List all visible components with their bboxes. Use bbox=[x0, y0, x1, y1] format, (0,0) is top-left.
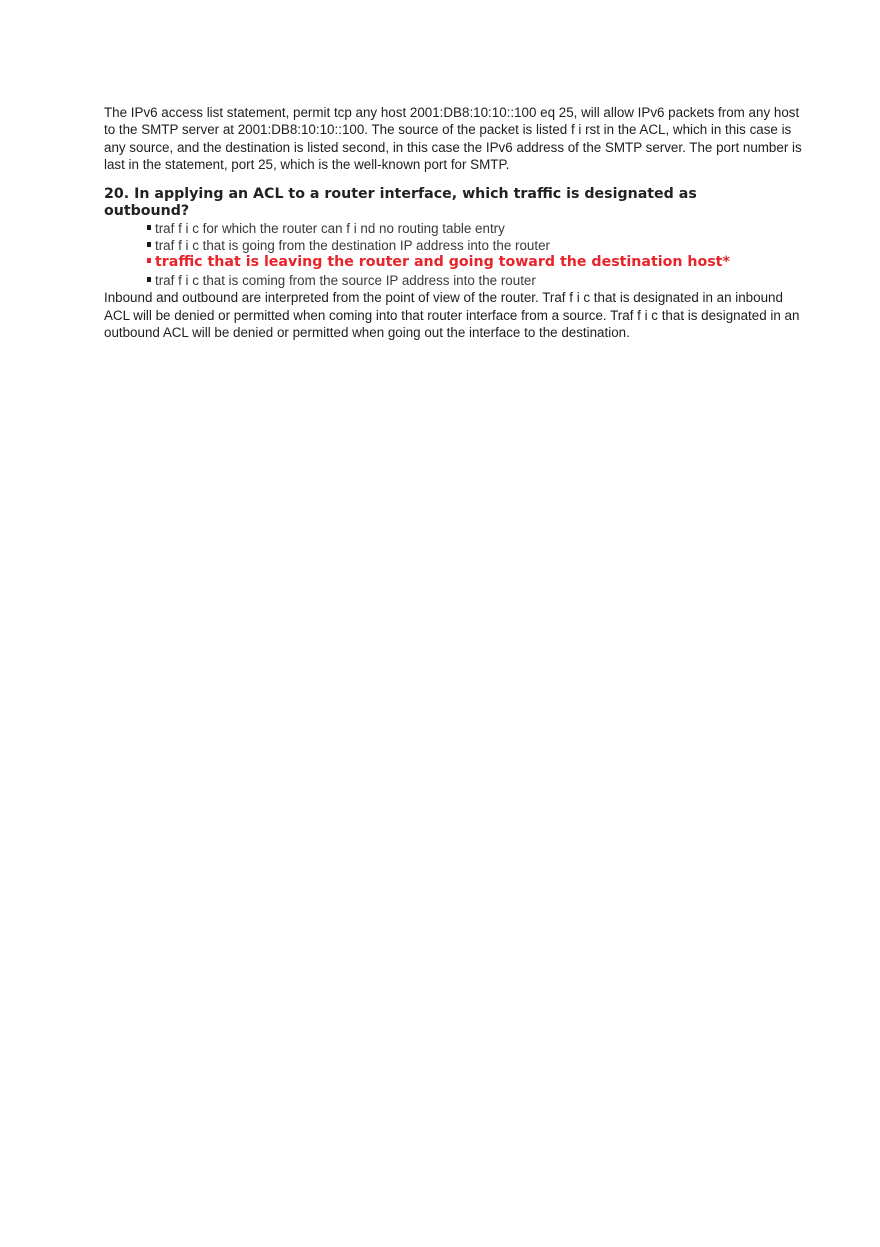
answer-option bbox=[147, 272, 804, 289]
answer-option-text: traf f i c for which the router can f i nd no routing table entry bbox=[155, 220, 505, 236]
question-explanation: Inbound and outbound are interpreted from the point of view of the router. Traf f i c that is designated in an inbound ACL will be denied or permitted when coming into that router interface from a source. Traf f i c that is designated in an outbound ACL will be denied or permitted when going out the interface to the destination. bbox=[104, 290, 800, 341]
answer-options-list bbox=[104, 220, 804, 290]
square-bullet-icon bbox=[147, 277, 151, 282]
previous-answer-explanation: The IPv6 access list statement, permit tcp any host 2001:DB8:10:10::100 eq 25, will allow IPv6 packets from any host to the SMTP server at 2001:DB8:10:10::100. The source of the packet is listed f i rst in the ACL, which in this case is any source, and the destination is listed second, in this case the IPv6 address of the SMTP server. The port number is last in the statement, port 25, which is the well-known port for SMTP. bbox=[104, 105, 802, 173]
correct-answer-option bbox=[147, 254, 804, 271]
correct-answer-text: traffic that is leaving the router and going toward the destination host* bbox=[155, 254, 730, 271]
answer-option bbox=[147, 220, 804, 237]
page-content bbox=[104, 104, 804, 341]
square-bullet-icon bbox=[147, 242, 151, 247]
answer-option bbox=[147, 237, 804, 254]
answer-option-text: traf f i c that is going from the destination IP address into the router bbox=[155, 238, 550, 254]
answer-option-text: traf f i c that is coming from the source IP address into the router bbox=[155, 272, 536, 288]
square-bullet-icon bbox=[147, 225, 151, 230]
square-bullet-icon bbox=[147, 258, 151, 263]
question-heading: 20. In applying an ACL to a router interface, which traffic is designated as outbound? bbox=[104, 185, 697, 219]
